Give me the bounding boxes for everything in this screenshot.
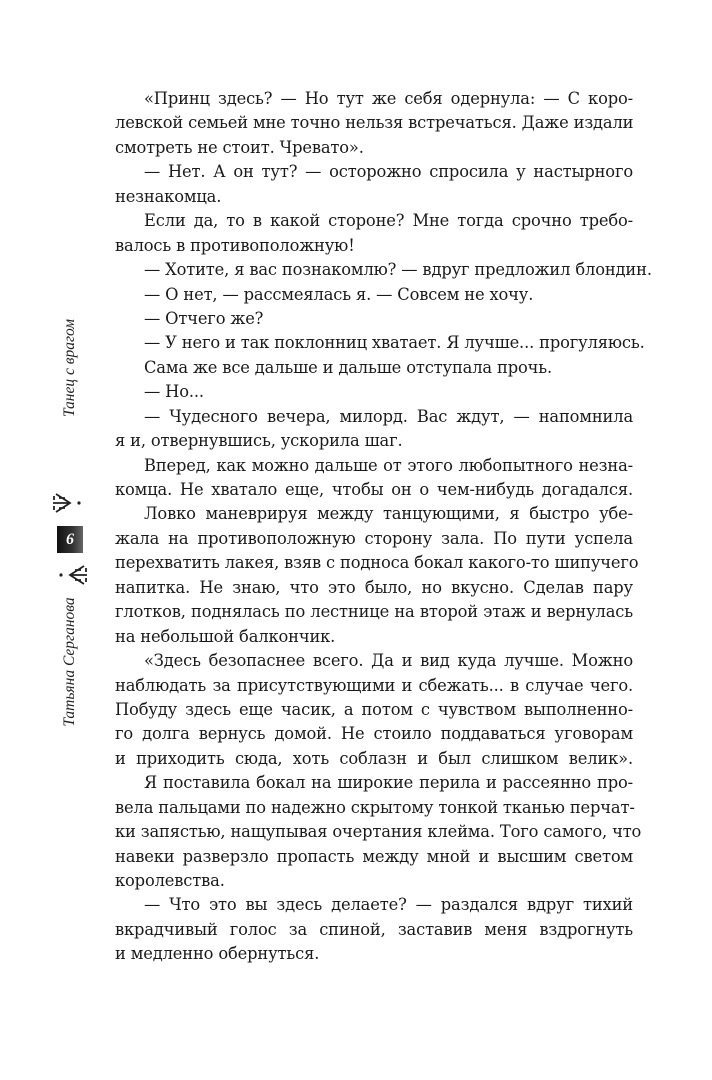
text-line: ки запястью, нащупывая очертания клейма. Того самого, что [115, 822, 642, 842]
text-line: смотреть не стоит. Чревато». [115, 137, 364, 157]
author-name: Татьяна Серганова [61, 597, 78, 727]
text-line: — Но... [144, 382, 204, 402]
text-line: Ловко маневрируя между танцующими, я быстро убе- [144, 504, 633, 524]
text-line: левской семьей мне точно нельзя встречаться. Даже издали [115, 113, 634, 133]
text-line: го долга вернусь домой. Не стоило поддаваться уговорам [115, 724, 633, 744]
text-line: Если да, то в какой стороне? Мне тогда срочно требо- [144, 211, 633, 231]
text-line: напитка. Не знаю, что это было, но вкусно. Сделав пару [115, 577, 633, 597]
text-line: вкрадчивый голос за спиной, заставив меня вздрогнуть [115, 919, 633, 939]
text-line: Вперед, как можно дальше от этого любопытного незна- [144, 455, 633, 475]
page-number: 6 [57, 526, 83, 553]
text-line: и приходить сюда, хоть соблазн и был слишком велик». [115, 748, 633, 768]
book-title: Танец с врагом [61, 318, 78, 418]
text-line: — Нет. А он тут? — осторожно спросила у настырного [144, 162, 633, 182]
text-line: — Хотите, я вас познакомлю? — вдруг предложил блондин. [144, 260, 652, 280]
text-line: Побуду здесь еще часик, а потом с чувством выполненно- [115, 699, 633, 719]
text-line: комца. Не хватало еще, чтобы он о чем-нибудь догадался. [115, 480, 633, 499]
text-line: вела пальцами по надежно скрытому тонкой тканью перчат- [115, 797, 635, 817]
running-header [40, 310, 100, 830]
text-line: — О нет, — рассмеялась я. — Совсем не хочу. [144, 284, 534, 304]
text-line: — Отчего же? [144, 308, 264, 328]
text-line: королевства. [115, 871, 225, 890]
text-line: Сама же все дальше и дальше отступала прочь. [144, 357, 552, 377]
text-line: наблюдать за присутствующими и сбежать... в случае чего. [115, 675, 633, 695]
text-line: Я поставила бокал на широкие перила и рассеянно про- [144, 773, 633, 793]
ornament-top-icon [52, 490, 88, 516]
text-line: жала на противоположную сторону зала. По пути успела [115, 528, 633, 548]
text-line: навеки разверзло пропасть между мной и высшим светом [115, 846, 633, 866]
text-line: — Чудесного вечера, милорд. Вас ждут, — напомнила [144, 406, 633, 426]
text-line: глотков, поднялась по лестнице на второй этаж и вернулась [115, 602, 633, 622]
text-line: я и, отвернувшись, ускорила шаг. [115, 431, 403, 451]
text-line: «Здесь безопаснее всего. Да и вид куда лучше. Можно [144, 651, 633, 671]
body-text [115, 87, 652, 967]
text-line: — Что это вы здесь делаете? — раздался вдруг тихий [144, 895, 633, 915]
text-line: «Принц здесь? — Но тут же себя одернула: — С коро- [144, 89, 633, 108]
text-line: перехватить лакея, взяв с подноса бокал какого-то шипучего [115, 553, 639, 573]
text-line: валось в противоположную! [115, 235, 355, 255]
text-line: незнакомца. [115, 186, 222, 206]
text-line: и медленно обернуться. [115, 944, 320, 964]
text-line: на небольшой балкончик. [115, 626, 336, 646]
text-line: — У него и так поклонниц хватает. Я лучше... прогуляюсь. [144, 333, 645, 353]
ornament-bottom-icon [52, 562, 88, 588]
